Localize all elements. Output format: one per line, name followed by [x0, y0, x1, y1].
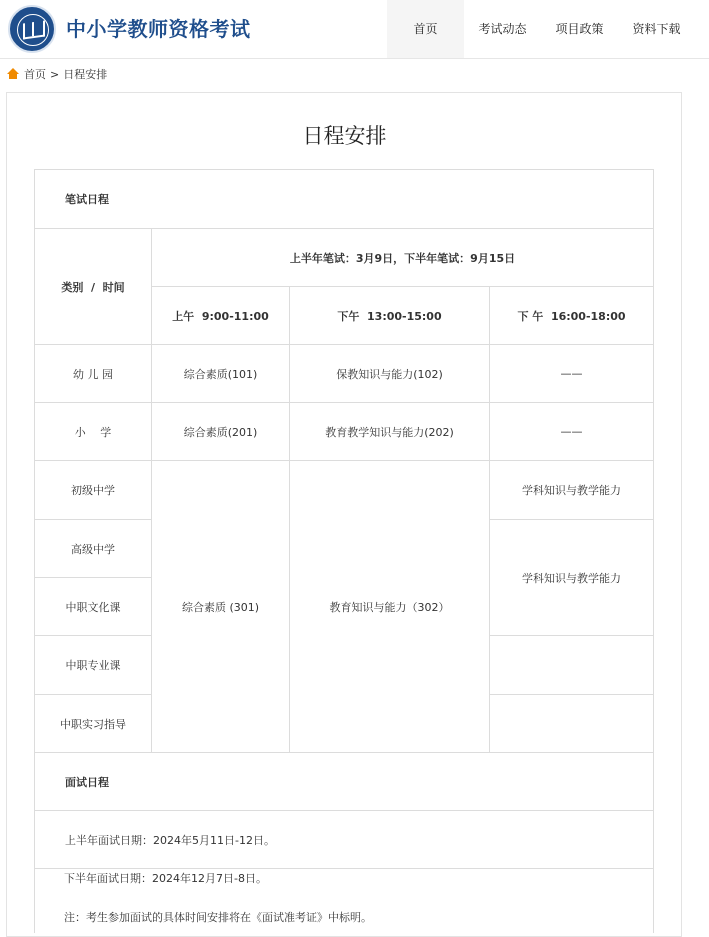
kindergarten-late: —— [490, 345, 654, 403]
table-row [35, 170, 654, 229]
page-title: 日程安排 [302, 124, 387, 148]
empty-cell [490, 695, 654, 753]
site-title[interactable]: 中小学教师资格考试 [66, 17, 251, 41]
breadcrumb [6, 66, 107, 82]
vocational-professional-label: 中职专业课 [35, 636, 152, 695]
main-nav [387, 0, 695, 58]
schedule-table [34, 169, 654, 869]
senior-middle-label: 高级中学 [35, 520, 152, 578]
primary-am: 综合素质(201) [152, 403, 290, 461]
slot-morning: 上午 9:00-11:00 [152, 287, 290, 345]
primary-late: —— [490, 403, 654, 461]
primary-label: 小 学 [35, 403, 152, 461]
site-header [0, 0, 709, 59]
vocational-culture-label: 中职文化课 [35, 578, 152, 636]
table-row [35, 461, 654, 520]
written-section-title: 笔试日程 [35, 170, 654, 229]
table-row [35, 753, 654, 811]
junior-late: 学科知识与教学能力 [490, 461, 654, 520]
kindergarten-label: 幼 儿 园 [35, 345, 152, 403]
secondary-am: 综合素质 (301) [152, 461, 290, 753]
secondary-pm: 教育知识与能力（302） [290, 461, 490, 753]
nav-downloads[interactable]: 资料下载 [632, 22, 681, 36]
nav-policy[interactable]: 项目政策 [555, 22, 604, 36]
slot-late-afternoon: 下 午 16:00-18:00 [490, 287, 654, 345]
table-row [35, 811, 654, 869]
interview-second-half: 下半年面试日期：2024年12月7日-8日。 [64, 872, 267, 885]
empty-cell [490, 636, 654, 695]
interview-first-half: 上半年面试日期：2024年5月11日-12日。 [35, 811, 654, 869]
nav-exam-news[interactable]: 考试动态 [478, 22, 527, 36]
senior-late: 学科知识与教学能力 [490, 520, 654, 636]
junior-middle-label: 初级中学 [35, 461, 152, 520]
logo-icon[interactable] [8, 5, 56, 53]
category-time-header: 类别 / 时间 [35, 229, 152, 345]
primary-pm: 教育教学知识与能力(202) [290, 403, 490, 461]
breadcrumb-separator: > [50, 67, 60, 81]
card-right-border [653, 865, 654, 933]
card-left-border [34, 865, 35, 933]
kindergarten-pm: 保教知识与能力(102) [290, 345, 490, 403]
vocational-practice-label: 中职实习指导 [35, 695, 152, 753]
interview-section-title: 面试日程 [35, 753, 654, 811]
kindergarten-am: 综合素质(101) [152, 345, 290, 403]
home-icon [6, 68, 20, 80]
slot-afternoon: 下午 13:00-15:00 [290, 287, 490, 345]
breadcrumb-home[interactable]: 首页 [24, 68, 46, 81]
breadcrumb-current: 日程安排 [63, 68, 108, 81]
written-dates-header: 上半年笔试：3月9日，下半年笔试：9月15日 [152, 229, 654, 287]
table-row [35, 345, 654, 403]
table-row [35, 403, 654, 461]
nav-home[interactable]: 首页 [387, 0, 464, 58]
interview-note: 注：考生参加面试的具体时间安排将在《面试准考证》中标明。 [64, 911, 372, 924]
table-row [35, 229, 654, 287]
